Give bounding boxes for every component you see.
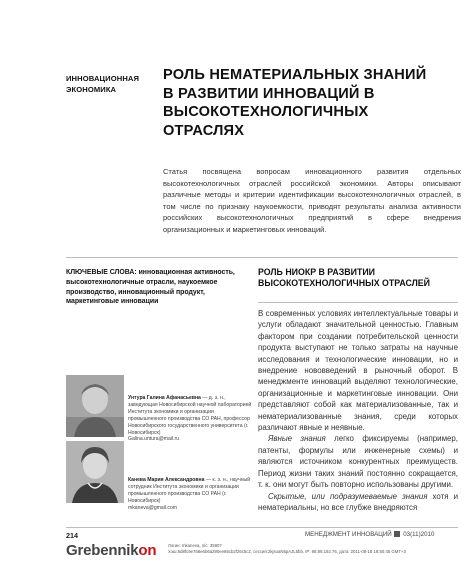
author-info-1 — [128, 395, 253, 443]
section-label: ИННОВАЦИОННАЯ ЭКОНОМИКА — [66, 74, 140, 94]
paragraph-3-text: хотя и нематериальны, но все глубже внедряются — [258, 491, 458, 512]
author-details-1: — д. э. н., заведующая Новосибирской научной лабораторией Института экономики и организации промышленного производства СО РАН, профессор Новосибирского государственного университета (г. Новосибирск) — [128, 395, 252, 436]
paragraph-1: В современных условиях интеллектуальные товары и услуги обладают значительной ценностью. Главным фактором при создании потребительской ценности продукта выступают не только затраты на научные исследования и технологические инновации, но и внедрение нововведений в рыночный оборот. В менеджменте инноваций выделяют технологические, организационные и маркетинговые инновации. Они представляют собой как материализованные, так и нематериализованные знания, среди которых различают явные и неявные. — [258, 309, 458, 433]
download-line-1: Логин: mkaneva, п/с: 35907 — [168, 543, 222, 548]
footer-divider — [66, 527, 458, 528]
author-name-2: Канева Мария Александровна — [128, 477, 205, 483]
logo-main: Grebennik — [66, 542, 139, 559]
paragraph-3 — [258, 491, 458, 514]
author-details-2: — к. э. н., научный сотрудник Института экономики и организации промышленного производства СО РАН (г. Новосибирск) — [128, 477, 251, 504]
paragraph-2-em: Явные знания — [268, 434, 326, 444]
author-photo-2 — [66, 441, 124, 503]
download-line-2: Хэш:6d8fc9e758e6b6a290ee86cb2f26c5c2, сессия:2kjsoaN5pAJL5bb, IP: 88.89.192.76, дата: 2011-08-18 18:50:45 GMT+3 — [168, 549, 406, 555]
section-divider — [258, 302, 458, 303]
paragraph-2-text: легко фиксируемы (например, патенты, формулы или инженерные схемы) и являются источником конкурентных преимуществ. Период жизни таких знаний постоянно сокращается, т. к. они могут быть повторно использованы другими. — [258, 434, 458, 490]
author-info-2 — [128, 477, 253, 512]
keywords-label: КЛЮЧЕВЫЕ СЛОВА: — [66, 269, 137, 276]
divider — [66, 257, 458, 258]
author-email-2: mkaneva@gmail.com — [128, 504, 178, 511]
author-photo-1 — [66, 375, 124, 437]
journal-issue: 03(11)2010 — [403, 531, 435, 538]
paragraph-3-em: Скрытые, или подразумеваемые знания — [268, 491, 428, 501]
journal-title: МЕНЕДЖМЕНТ ИННОВАЦИЙ — [305, 531, 392, 538]
author-email-1: Galina.untura@mail.ru — [128, 436, 180, 443]
paragraph-2 — [258, 433, 458, 490]
keywords-text: инновационная активность, высокотехнологичные отрасли, наукоемкое производство, инновационный продукт, маркетинговые инновации — [66, 269, 235, 306]
author-name-1: Унтура Галина Афанасьевна — [128, 395, 201, 401]
square-icon — [394, 531, 400, 537]
journal-name — [305, 531, 434, 538]
download-info — [168, 543, 428, 555]
section-title: РОЛЬ НИОКР В РАЗВИТИИ ВЫСОКОТЕХНОЛОГИЧНЫХ ОТРАСЛЕЙ — [258, 267, 430, 289]
page-number: 214 — [66, 531, 78, 540]
keywords — [66, 268, 246, 307]
abstract: Статья посвящена вопросам инновационного развития отдельных высокотехнологичных отраслей российской экономики. Авторы описывают различные методы и критерии идентификации высокотехнологичных отраслей, в том числе по признаку наукоемкости, приводят результаты анализа активности российских высокотехнологичных предприятий в сфере внедрения организационных и маркетинговых инноваций. — [163, 167, 461, 234]
body-text — [258, 308, 458, 513]
publisher-logo — [66, 542, 156, 559]
logo-accent: on — [138, 542, 157, 559]
article-title: РОЛЬ НЕМАТЕРИАЛЬНЫХ ЗНАНИЙ В РАЗВИТИИ ИННОВАЦИЙ В ВЫСОКОТЕХНОЛОГИЧНЫХ ОТРАСЛЯХ — [163, 67, 427, 139]
